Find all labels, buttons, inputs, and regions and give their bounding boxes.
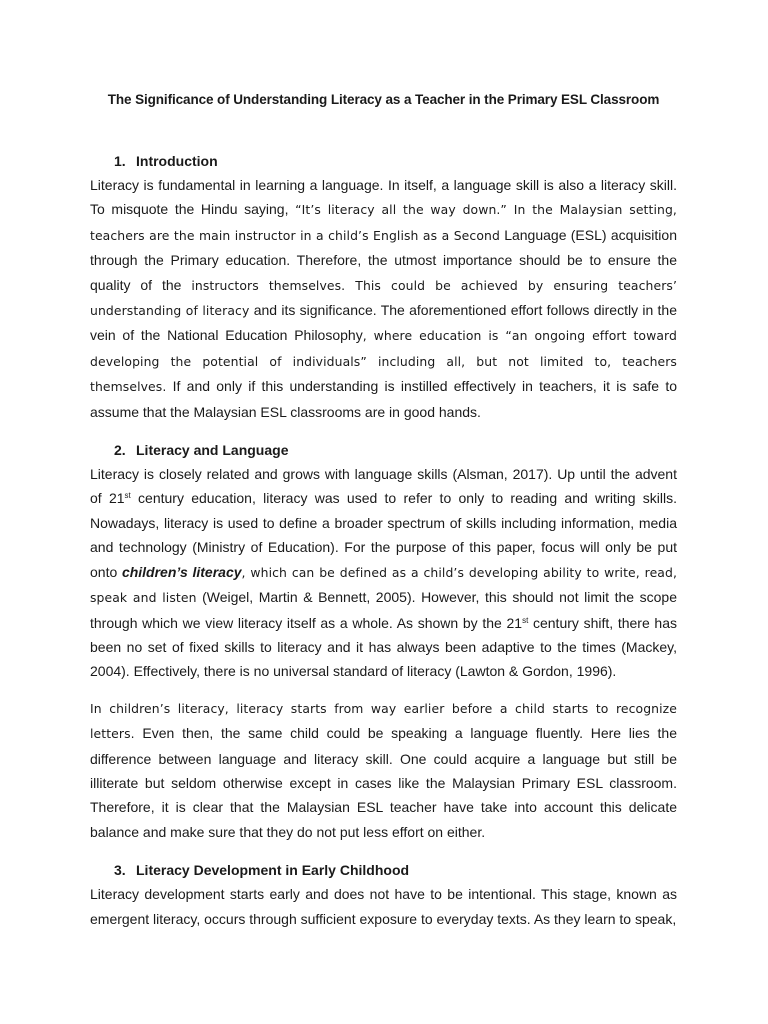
text-run: Literacy is closely related and grows with language skills (Alsman, 2017). Up until the advent of 21 (90, 466, 677, 507)
text-run: century education, literacy was used to refer to only to reading and writing skills. Nowadays, literacy is used to define a broader spectrum of skills including information, media and technology (Ministry of Education). For the purpose of this paper, focus will only be put onto (90, 490, 677, 580)
text-run: , which can be defined as a child’s developing ability to write, read, speak and listen (90, 564, 677, 606)
section-heading-literacy-development (90, 858, 677, 882)
section-number: 2. (114, 442, 126, 459)
paragraph-literacy-and-language (90, 462, 677, 684)
text-run: (Weigel, Martin & Bennett, 2005). However, this should not limit the scope through which we view literacy itself as a whole. As shown by the 21 (90, 589, 677, 631)
text-run: Literacy development starts early and does not have to be intentional. This stage, known as emergent literacy, occurs through sufficient exposure to everyday texts. As they learn to speak, (90, 886, 677, 927)
paragraph-childrens-literacy (90, 696, 677, 844)
text-run: Language (ESL) acquisition through the Primary education. Therefore, the utmost importance should be to ensure the quality of the (90, 226, 677, 293)
text-run: , where education is “an ongoing effort toward developing the potential of individuals” including all, but not limited to, teachers themselves. (90, 328, 677, 395)
section-heading-introduction (90, 149, 677, 173)
section-title: Introduction (136, 153, 218, 169)
text-run: instructors themselves. This could be achieved by ensuring teachers’ understanding of literacy (90, 277, 677, 319)
text-run: Even then, the same child could be speaking a language fluently. Here lies the difference between language and literacy skill. One could acquire a language but still be illiterate but seldom otherwise except in cases like the Malaysian Primary ESL classroom. Therefore, it is clear that the Malaysian ESL teacher have take into account this delicate balance and make sure that they do not put less effort on either. (90, 725, 677, 840)
emphasized-term: children’s literacy (121, 563, 242, 580)
section-heading-literacy-and-language (90, 438, 677, 462)
superscript: st (124, 491, 131, 501)
paragraph-literacy-development (90, 882, 677, 931)
text-run: “It’s literacy all the way down.” In the Malaysian setting, teachers are the main instructor in a child’s English as a Second (90, 202, 677, 243)
text-run: In children’s literacy, literacy starts from way earlier before a child starts to recognize letters. (90, 700, 677, 742)
document-title: The Significance of Understanding Literacy as a Teacher in the Primary ESL Classroom (107, 92, 660, 107)
text-run: If and only if this understanding is instilled effectively in teachers, it is safe to assume that the Malaysian ESL classrooms are in good hands. (90, 378, 677, 420)
paragraph-introduction (90, 173, 677, 424)
section-title: Literacy Development in Early Childhood (136, 862, 410, 879)
text-run: Literacy is fundamental in learning a language. In itself, a language skill is also a literacy skill. To misquote the Hindu saying, (90, 177, 677, 218)
text-run: and its significance. The aforementioned effort follows directly in the vein of the National Education Philosophy (90, 302, 678, 344)
text-run: century shift, there has been no set of fixed skills to literacy and it has always been adaptive to the times (Mackey, 2004). Effectively, there is no universal standard of literacy (Lawton & Gordon, 1996). (90, 614, 677, 680)
superscript: st (522, 615, 529, 625)
section-number: 3. (114, 862, 126, 879)
section-number: 1. (114, 153, 126, 169)
section-title: Literacy and Language (136, 442, 289, 459)
